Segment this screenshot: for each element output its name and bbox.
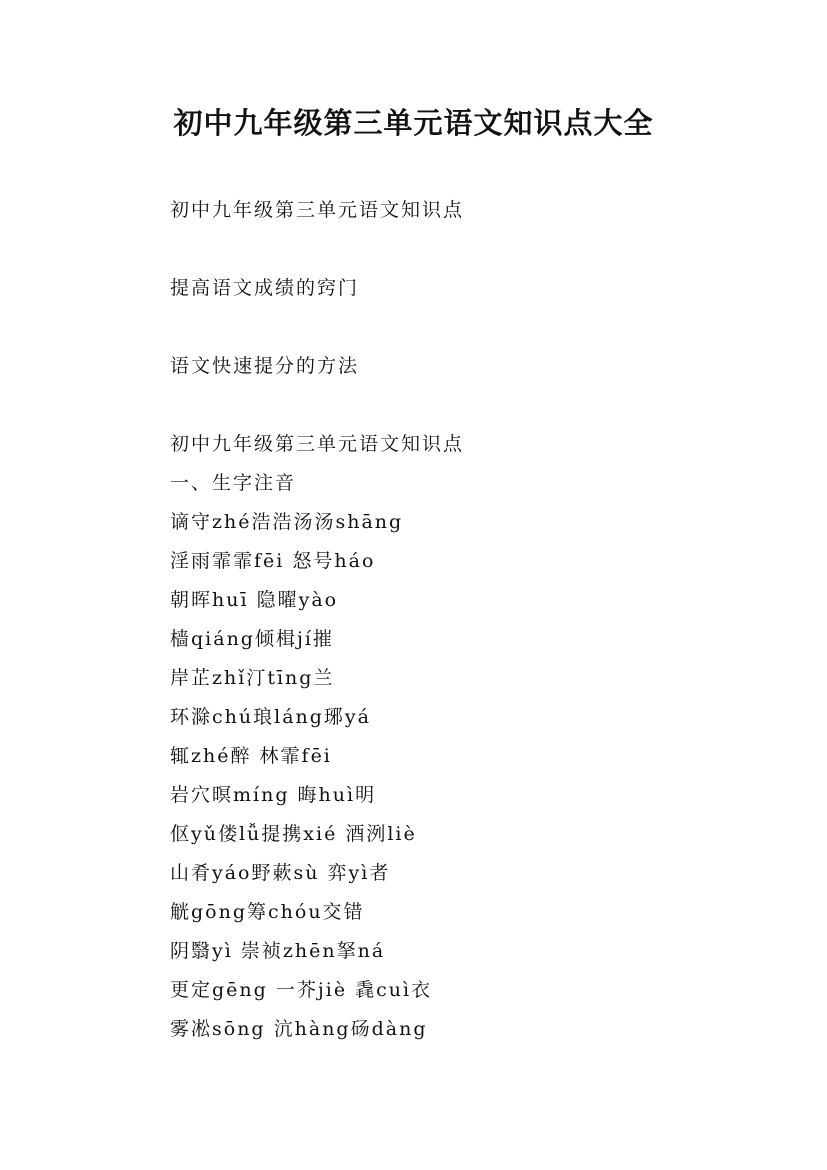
vocab-entry: 更定gēng 一芥jiè 毳cuì衣 (170, 979, 433, 1001)
subsection-heading: 一、生字注音 (170, 472, 297, 494)
intro-line-methods: 语文快速提分的方法 (170, 355, 360, 377)
vocab-entry: 樯qiáng倾楫jí摧 (170, 628, 334, 650)
vocab-entry: 伛yǔ偻lǚ提携xié 酒洌liè (170, 823, 417, 845)
vocab-entry: 朝晖huī 隐曜yào (170, 589, 339, 611)
vocab-entry: 岸芷zhǐ汀tīng兰 (170, 667, 335, 689)
vocab-entry: 觥gōng筹chóu交错 (170, 901, 365, 923)
section-heading: 初中九年级第三单元语文知识点 (170, 433, 465, 455)
vocab-entry: 雾凇sōng 沆hàng砀dàng (170, 1018, 428, 1040)
document-title: 初中九年级第三单元语文知识点大全 (173, 106, 654, 140)
vocab-entry: 淫雨霏霏fēi 怒号háo (170, 550, 376, 572)
vocab-entry: 阴翳yì 崇祯zhēn拏ná (170, 940, 386, 962)
intro-line-knowledge: 初中九年级第三单元语文知识点 (170, 199, 465, 221)
vocab-entry: 谪守zhé浩浩汤汤shāng (170, 511, 404, 533)
vocab-entry: 辄zhé醉 林霏fēi (170, 745, 332, 767)
intro-line-tips: 提高语文成绩的窍门 (170, 277, 360, 299)
vocab-entry: 岩穴暝míng 晦huì明 (170, 784, 377, 806)
vocab-entry: 环滁chú琅láng琊yá (170, 706, 371, 728)
vocab-entry: 山肴yáo野蔌sù 弈yì者 (170, 862, 391, 884)
